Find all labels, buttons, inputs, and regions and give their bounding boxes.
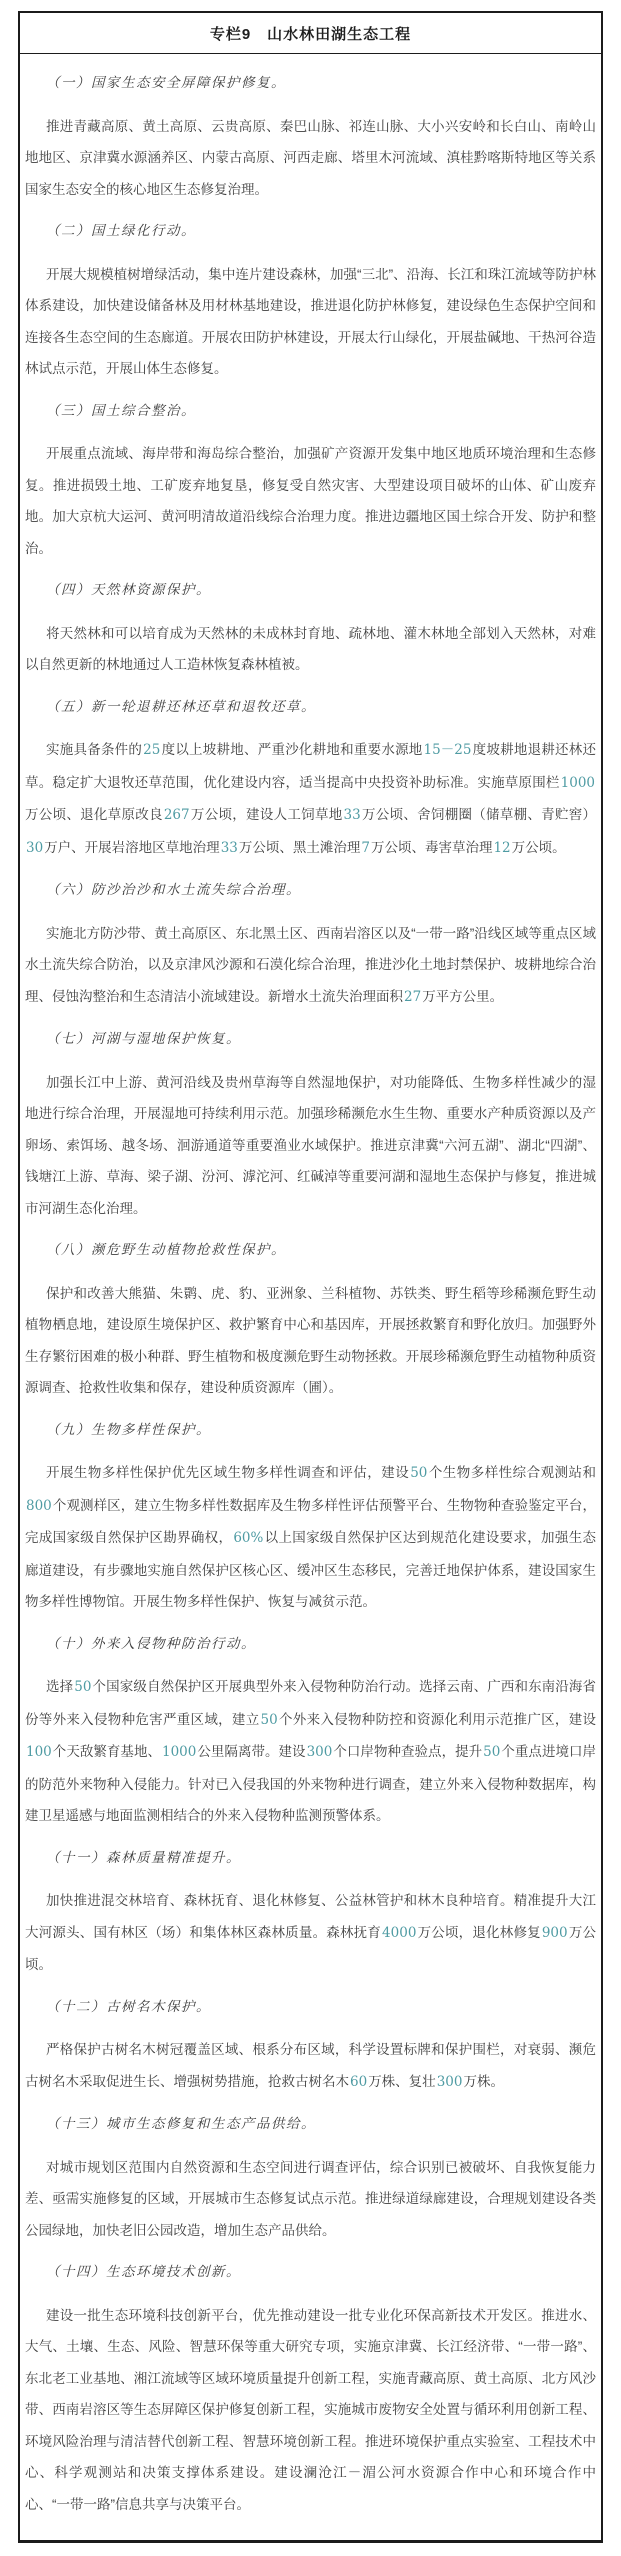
section-paragraph bbox=[25, 734, 596, 864]
section-paragraph bbox=[25, 618, 596, 681]
section-paragraph bbox=[25, 918, 596, 1014]
numeric-value: 100 bbox=[26, 1744, 52, 1760]
text-run: 万公顷、舍饲棚圈（储草棚、青贮窖） bbox=[361, 807, 597, 822]
section-paragraph bbox=[25, 2152, 596, 2247]
text-run: 个外来入侵物种防控和资源化利用示范推广区，建设 bbox=[278, 1711, 597, 1727]
text-run: 万公顷，建设人工饲草地 bbox=[190, 807, 343, 822]
section-heading: （六）防沙治沙和水土流失综合治理。 bbox=[46, 882, 301, 898]
section-paragraph bbox=[25, 2300, 596, 2521]
text-run: 万平方公里。 bbox=[422, 988, 504, 1004]
section-heading: （十四）生态环境技术创新。 bbox=[46, 2264, 241, 2280]
section-paragraph bbox=[25, 438, 596, 564]
numeric-value: 33 bbox=[343, 807, 361, 823]
section-heading: （七）河湖与湿地保护恢复。 bbox=[46, 1031, 241, 1047]
section-paragraph bbox=[25, 1278, 596, 1404]
section-heading: （九）生物多样性保护。 bbox=[46, 1421, 211, 1438]
section-heading: （二）国土绿化行动。 bbox=[46, 223, 196, 239]
numeric-value: 33 bbox=[220, 839, 238, 856]
text-run: 万公顷、毒害草治理 bbox=[370, 839, 493, 855]
section-paragraph bbox=[25, 1457, 596, 1618]
numeric-value: 25 bbox=[143, 742, 161, 758]
numeric-value: 30 bbox=[26, 839, 44, 856]
column-panel bbox=[18, 11, 603, 2543]
text-run: 开展生物多样性保护优先区域生物多样性调查和评估，建设 bbox=[46, 1465, 410, 1480]
section-paragraph bbox=[25, 2034, 596, 2098]
section-heading: （一）国家生态安全屏障保护修复。 bbox=[46, 75, 286, 91]
text-run: 个国家级自然保护区开展典型外来入侵物种防治行动。选择云南、广西和东南沿海省份等外来入侵物种危害严重区域，建立 bbox=[25, 1679, 597, 1727]
section-paragraph bbox=[25, 111, 596, 206]
text-run: 选择 bbox=[46, 1679, 74, 1694]
text-run: 保护和改善大熊猫、朱鹮、虎、豹、亚洲象、兰科植物、苏铁类、野生稻等珍稀濒危野生动植物栖息地，建设原生境保护区、救护繁育中心和基因库，开展拯救繁育和野化放归。加强野外生存繁衍困难的极小种群、野生植物和极度濒危野生动物拯救。开展珍稀濒危野生动植物种质资源调查、抢救性收集和保存，建设种质资源库（圃）。 bbox=[25, 1285, 596, 1395]
text-run: 万公顷、黑土滩治理 bbox=[238, 839, 361, 855]
text-run: 对城市规划区范围内自然资源和生态空间进行调查评估，综合识别已被破坏、自我恢复能力差、亟需实施修复的区域，开展城市生态修复试点示范。推进绿道绿廊建设，合理规划建设各类公园绿地，加快老旧公园改造，增加生态产品供给。 bbox=[25, 2159, 596, 2238]
text-run: 万株。 bbox=[463, 2073, 504, 2089]
text-run: 度以上坡耕地、严重沙化耕地和重要水源地 bbox=[161, 742, 423, 757]
numeric-value: 1000 bbox=[162, 1744, 197, 1760]
section-heading: （三）国土综合整治。 bbox=[46, 402, 196, 419]
numeric-value: 50 bbox=[260, 1711, 278, 1728]
numeric-value: 1000 bbox=[560, 774, 595, 791]
text-run: 推进青藏高原、黄土高原、云贵高原、秦巴山脉、祁连山脉、大小兴安岭和长白山、南岭山地地区、京津冀水源涵养区、内蒙古高原、河西走廊、塔里木河流域、滇桂黔喀斯特地区等关系国家生态安全的核心地区生态修复治理。 bbox=[25, 118, 596, 197]
section-paragraph bbox=[25, 259, 596, 385]
numeric-value: 15－25 bbox=[423, 742, 472, 758]
text-run: 万公顷，退化林修复 bbox=[417, 1924, 541, 1940]
section-paragraph bbox=[25, 1671, 596, 1832]
text-run: 以上国家级自然保护区达到规范化建设要求，加强生态廊道建设，有步骤地实施自然保护区核心区、缓冲区生态移民，完善迁地保护体系，建设国家生物多样性博物馆。开展生物多样性保护、恢复与减贫示范。 bbox=[25, 1530, 597, 1609]
section-heading: （八）濒危野生动植物抢救性保护。 bbox=[46, 1242, 286, 1258]
text-run: 个观测样区，建立生物多样性数据库及生物多样性评估预警平台、生物物种查验鉴定平台，完成国家级自然保护区勘界确权， bbox=[25, 1497, 596, 1545]
numeric-value: 300 bbox=[436, 2073, 463, 2090]
section-heading: （十一）森林质量精准提升。 bbox=[46, 1849, 241, 1866]
text-run: 开展大规模植树增绿活动，集中连片建设森林，加强“三北”、沿海、长江和珠江流域等防护林体系建设，加快建设储备林及用材林基地建设，推进退化防护林修复，建设绿色生态保护空间和连接各生态空间的生态廊道。开展农田防护林建设，开展太行山绿化，开展盐碱地、干热河谷造林试点示范，开展山体生态修复。 bbox=[25, 266, 596, 376]
numeric-value: 7 bbox=[361, 839, 370, 856]
numeric-value: 50 bbox=[74, 1679, 92, 1695]
panel-body bbox=[20, 54, 601, 2540]
section-heading: （十二）古树名木保护。 bbox=[46, 1998, 211, 2015]
text-run: 度坡耕地退耕还林还草。稳定扩大退牧还草范围，优化建设内容，适当提高中央投资补助标准。实施草原围栏 bbox=[25, 742, 597, 790]
text-run: 建设一批生态环境科技创新平台，优先推动建设一批专业化环保高新技术开发区。推进水、大气、土壤、生态、风险、智慧环保等重大研究专项，实施京津冀、长江经济带、“一带一路”、东北老工业基地、湘江流域等区域环境质量提升创新工程，实施青藏高原、黄土高原、北方风沙带、西南岩溶区等生态屏障区保护修复创新工程，实施城市废物安全处置与循环利用创新工程、环境风险治理与清洁替代创新工程、智慧环境创新工程。推进环境保护重点实验室、工程技术中心、科学观测站和决策支撑体系建设。建设澜沧江－湄公河水资源合作中心和环境合作中心、“一带一路”信息共享与决策平台。 bbox=[25, 2307, 596, 2512]
numeric-value: 60 bbox=[350, 2073, 368, 2090]
text-run: 万株、复壮 bbox=[368, 2073, 436, 2089]
numeric-value: 60% bbox=[233, 1530, 264, 1546]
text-run: 个生物多样性综合观测站和 bbox=[428, 1465, 596, 1480]
text-run: 实施具备条件的 bbox=[46, 742, 143, 757]
numeric-value: 900 bbox=[541, 1924, 568, 1941]
section-paragraph bbox=[25, 1885, 596, 1981]
numeric-value: 12 bbox=[493, 839, 511, 856]
numeric-value: 4000 bbox=[382, 1924, 417, 1941]
numeric-value: 267 bbox=[163, 807, 190, 823]
text-run: 万户、开展岩溶地区草地治理 bbox=[44, 839, 220, 855]
text-run: 万公顷。 bbox=[25, 1924, 597, 1972]
text-run: 严格保护古树名木树冠覆盖区域、根系分布区域，科学设置标牌和保护围栏，对衰弱、濒危古树名木采取促进生长、增强树势措施，抢救古树名木 bbox=[25, 2042, 596, 2089]
text-run: 开展重点流域、海岸带和海岛综合整治，加强矿产资源开发集中地区地质环境治理和生态修复。推进损毁土地、工矿废弃地复垦，修复受自然灾害、大型建设项目破坏的山体、矿山废弃地。加大京杭大运河、黄河明清故道沿线综合治理力度。推进边疆地区国土综合开发、防护和整治。 bbox=[25, 446, 596, 556]
numeric-value: 800 bbox=[26, 1497, 52, 1514]
text-run: 实施北方防沙带、黄土高原区、东北黑土区、西南岩溶区以及“一带一路”沿线区域等重点区域水土流失综合防治，以及京津风沙源和石漠化综合治理，推进沙化土地封禁保护、坡耕地综合治理、侵蚀沟整治和生态清洁小流域建设。新增水土流失治理面积 bbox=[25, 925, 596, 1004]
numeric-value: 27 bbox=[404, 988, 422, 1005]
text-run: 个重点进境口岸的防范外来物种入侵能力。针对已入侵我国的外来物种进行调查，建立外来入侵物种数据库，构建卫星遥感与地面监测相结合的外来入侵物种监测预警体系。 bbox=[25, 1744, 597, 1823]
numeric-value: 50 bbox=[483, 1744, 501, 1760]
text-run: 个口岸物种查验点，提升 bbox=[333, 1744, 483, 1759]
section-heading: （四）天然林资源保护。 bbox=[46, 582, 211, 598]
section-heading: （十三）城市生态修复和生态产品供给。 bbox=[46, 2116, 316, 2132]
section-paragraph bbox=[25, 1067, 596, 1225]
section-heading: （五）新一轮退耕还林还草和退牧还草。 bbox=[46, 698, 316, 715]
text-run: 将天然林和可以培育成为天然林的未成林封育地、疏林地、灌木林地全部划入天然林，对难以自然更新的林地通过人工造林恢复森林植被。 bbox=[25, 625, 596, 672]
text-run: 加快推进混交林培育、森林抚育、退化林修复、公益林管护和林木良种培育。精准提升大江大河源头、国有林区（场）和集体林区森林质量。森林抚育 bbox=[25, 1893, 596, 1940]
panel-title: 专栏9 山水林田湖生态工程 bbox=[20, 13, 601, 54]
text-run: 万公顷、退化草原改良 bbox=[25, 807, 163, 822]
text-run: 个天敌繁育基地、 bbox=[52, 1744, 161, 1759]
text-run: 公里隔离带。建设 bbox=[197, 1744, 306, 1759]
numeric-value: 300 bbox=[306, 1744, 333, 1760]
text-run: 加强长江中上游、黄河沿线及贵州草海等自然湿地保护，对功能降低、生物多样性减少的湿地进行综合治理，开展湿地可持续利用示范。加强珍稀濒危水生生物、重要水产种质资源以及产卵场、索饵场、越冬场、洄游通道等重要渔业水域保护。推进京津冀“六河五湖”、湖北“四湖”、钱塘江上游、草海、梁子湖、汾河、滹沱河、红碱淖等重要河湖和湿地生态保护与修复，推进城市河湖生态化治理。 bbox=[25, 1074, 596, 1216]
section-heading: （十）外来入侵物种防治行动。 bbox=[46, 1635, 256, 1652]
numeric-value: 50 bbox=[410, 1465, 428, 1481]
text-run: 万公顷。 bbox=[511, 839, 566, 855]
